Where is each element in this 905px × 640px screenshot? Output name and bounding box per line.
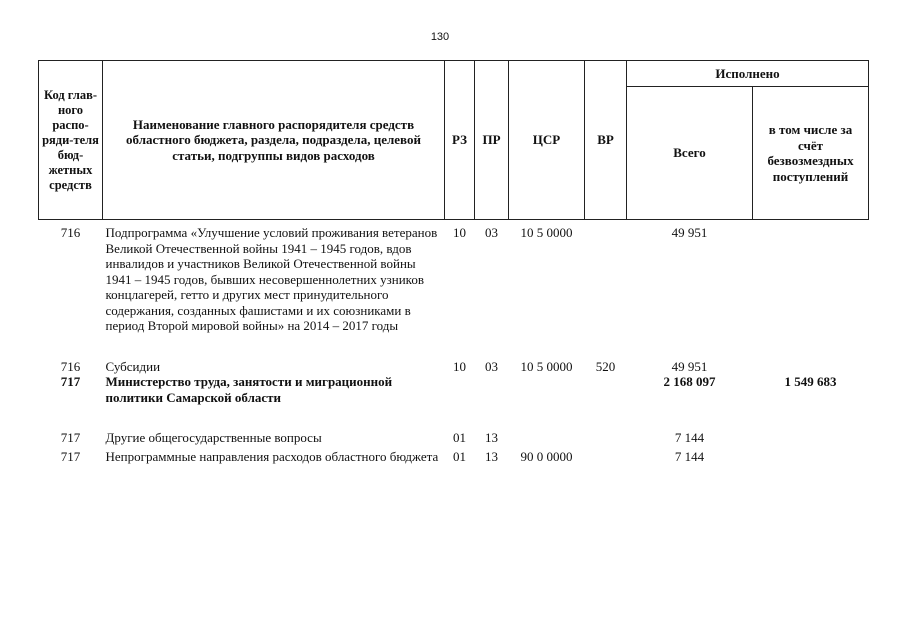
table-row [39,446,869,465]
row-total: 49 951 [671,225,708,240]
row-spacer [39,405,869,430]
row-csr: 10 5 0000 [520,225,573,240]
row-gratuitous: 1 549 683 [784,374,837,389]
row-rz: 01 [453,448,466,464]
table-row [39,359,869,375]
row-name: Другие общегосударственные вопросы [105,430,322,445]
row-rz: 01 [453,430,466,445]
row-code: 717 [60,374,81,389]
row-pr: 13 [485,430,498,445]
row-pr: 03 [485,225,498,240]
row-rz: 10 [453,358,466,374]
row-pr [475,374,509,405]
row-gratuitous [753,359,869,375]
row-code: 717 [60,430,81,445]
row-csr [509,374,585,405]
header-pr: ПР [475,61,509,220]
row-gratuitous [753,220,869,334]
header-executed: Исполнено [627,61,869,87]
header-name: Наименование главного распорядителя средств областного бюджета, раздела, подраздела, целевой статьи, подгруппы видов расходов [103,61,445,220]
row-csr [509,430,585,446]
row-vr [585,430,627,446]
row-rz [445,374,475,405]
page-number: 130 [430,31,450,43]
row-pr: 13 [485,448,498,464]
row-code: 717 [60,448,81,464]
budget-table [38,60,869,464]
row-total: 2 168 097 [663,374,716,389]
row-name: Министерство труда, занятости и миграционной политики Самарской области [105,374,393,405]
row-gratuitous [753,446,869,465]
row-spacer [39,334,869,359]
table-row [39,374,869,405]
header-gratuitous: в том числе за счёт безвозмездных поступлений [753,87,869,220]
row-pr: 03 [485,358,498,374]
row-csr: 90 0 0000 [520,448,573,464]
row-csr: 10 5 0000 [520,358,573,374]
header-rz: РЗ [445,61,475,220]
header-total: Всего [627,87,753,220]
row-total: 49 951 [671,358,708,374]
row-name: Непрограммные направления расходов областного бюджета [105,448,439,464]
row-gratuitous [753,430,869,446]
header-code: Код глав-ного распо-ряди-теля бюд-жетных средств [39,61,103,220]
row-rz: 10 [453,225,466,240]
header-csr: ЦСР [509,61,585,220]
row-vr: 520 [595,358,616,374]
row-vr [585,220,627,334]
table-row [39,430,869,446]
row-total: 7 144 [674,448,705,464]
table-row [39,220,869,334]
header-vr: ВР [585,61,627,220]
row-code: 716 [60,225,81,240]
row-code: 716 [60,358,81,374]
row-name: Подпрограмма «Улучшение условий проживания ветеранов Великой Отечественной войны 1941 – 1945 годов, вдов инвалидов и участников Великой Отечественной войны 1941 – 1945 годов, бывших несовершеннолетних узников концлагерей, гетто и других мест принудительного содержания, созданных фашистами и их союзниками в период Второй мировой войны» на 2014 – 2017 годы [105,225,438,333]
row-vr [585,446,627,465]
row-vr [585,374,627,405]
row-total: 7 144 [674,430,705,445]
row-name: Субсидии [105,358,161,374]
